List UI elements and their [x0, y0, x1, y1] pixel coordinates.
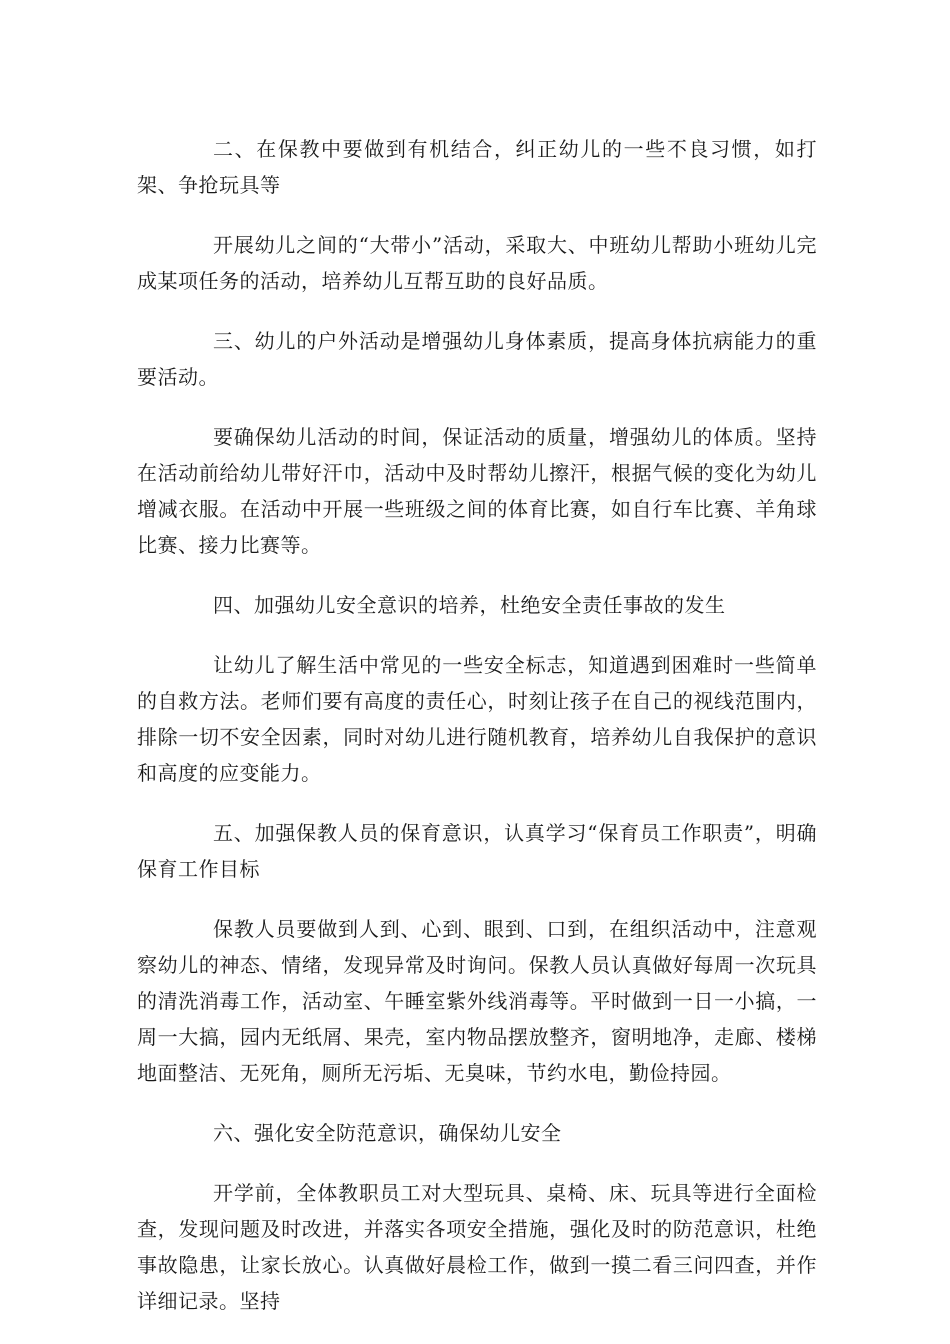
- body-paragraph: 开展幼儿之间的“大带小”活动，采取大、中班幼儿帮助小班幼儿完成某项任务的活动，培养幼儿互帮互助的良好品质。: [137, 233, 817, 293]
- document-body: [137, 131, 817, 1343]
- section-heading-3: 三、幼儿的户外活动是增强幼儿身体素质，提高身体抗病能力的重要活动。: [137, 329, 817, 389]
- body-paragraph: 开学前，全体教职员工对大型玩具、桌椅、床、玩具等进行全面检查，发现问题及时改进，并落实各项安全措施，强化及时的防范意识，杜绝事故隐患，让家长放心。认真做好晨检工作，做到一摸二看三问四查，并作详细记录。坚持: [137, 1181, 817, 1313]
- body-paragraph: 让幼儿了解生活中常见的一些安全标志，知道遇到困难时一些简单的自救方法。老师们要有高度的责任心，时刻让孩子在自己的视线范围内，排除一切不安全因素，同时对幼儿进行随机教育，培养幼儿自我保护的意识和高度的应变能力。: [137, 653, 817, 785]
- body-paragraph: 要确保幼儿活动的时间，保证活动的质量，增强幼儿的体质。坚持在活动前给幼儿带好汗巾，活动中及时帮幼儿擦汗，根据气候的变化为幼儿增减衣服。在活动中开展一些班级之间的体育比赛，如自行车比赛、羊角球比赛、接力比赛等。: [137, 425, 817, 557]
- body-paragraph: 保教人员要做到人到、心到、眼到、口到，在组织活动中，注意观察幼儿的神态、情绪，发现异常及时询问。保教人员认真做好每周一次玩具的清洗消毒工作，活动室、午睡室紫外线消毒等。平时做到一日一小搞，一周一大搞，园内无纸屑、果壳，室内物品摆放整齐，窗明地净，走廊、楼梯地面整洁、无死角，厕所无污垢、无臭味，节约水电，勤俭持园。: [137, 917, 817, 1085]
- section-heading-4: 四、加强幼儿安全意识的培养，杜绝安全责任事故的发生: [213, 593, 726, 617]
- section-heading-6: 六、强化安全防范意识，确保幼儿安全: [213, 1121, 562, 1145]
- section-heading-2: 二、在保教中要做到有机结合，纠正幼儿的一些不良习惯，如打架、争抢玩具等: [137, 137, 817, 197]
- section-heading-5: 五、加强保教人员的保育意识，认真学习“保育员工作职责”，明确保育工作目标: [137, 821, 817, 881]
